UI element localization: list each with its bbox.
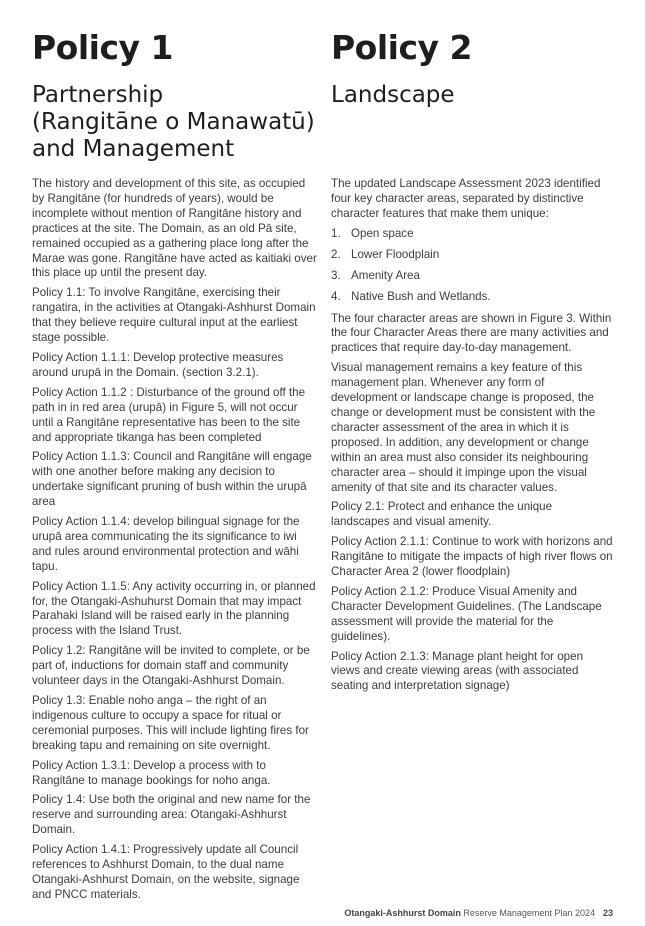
list-number: 2. [331, 247, 341, 261]
paragraph: The updated Landscape Assessment 2023 identified four key character areas, separated by distinctive character features that make them unique: [331, 177, 601, 220]
paragraph: Policy Action 1.1.2 : Disturbance of the ground off the path in in red area (urupā) in Figure 5, will not occur until a Rangitāne representative has been to the site and appropriate tikanga has been completed [32, 385, 306, 444]
paragraph: Policy 1.1: To involve Rangitāne, exercising their rangatira, in the activities at Otangaki-Ashhurst Domain that they believe require cultural input at the earliest stage possible. [32, 286, 316, 345]
policy-1-subtitle-line: and Management [32, 136, 235, 162]
list-text: Lower Floodplain [351, 247, 440, 261]
paragraph: Policy 1.3: Enable noho anga – the right of an indigenous culture to occupy a space for ritual or ceremonial purposes. This will include lighting fires for breaking tapu and remaining on site overnight. [32, 694, 309, 752]
paragraph: The history and development of this site, as occupied by Rangitāne (for hundreds of years), would be incomplete without mention of Rangitāne history and practices at the site. The Domain, as an old Pā site, remained occupied as a gathering place long after the Marae was gone. Rangitāne have acted as kaitiaki over this place up until the present day. [32, 177, 317, 280]
policy-1-subtitle [32, 82, 317, 163]
list-number: 4. [331, 290, 341, 304]
page-footer [344, 908, 613, 918]
paragraph: Policy Action 1.1.3: Council and Rangitāne will engage with one another before making any decision to undertake significant pruning of bush within the urupā area [32, 450, 312, 509]
footer-domain-name: Otangaki-Ashhurst Domain [344, 908, 461, 918]
list-text: Native Bush and Wetlands. [351, 290, 491, 304]
paragraph: Policy Action 1.1.4: develop bilingual signage for the urupā area communicating the its significance to iwi and rules around environmental protection and wāhi tapu. [32, 515, 300, 573]
policy-2-header [331, 28, 613, 109]
list-item [331, 227, 613, 242]
policy-2-body [331, 177, 613, 699]
policy-2-subtitle: Landscape [331, 82, 455, 108]
paragraph: Policy 1.2: Rangitāne will be invited to complete, or be part of, inductions for domain staff and community volunteer days in the Otangaki-Ashhurst Domain. [32, 644, 310, 688]
list-item [331, 290, 613, 305]
paragraph: Policy 2.1: Protect and enhance the unique landscapes and visual amenity. [331, 500, 553, 529]
policy-1-subtitle-line: Partnership [32, 82, 164, 108]
paragraph: Policy Action 1.3.1: Develop a process with to Rangitāne to manage bookings for noho anga. [32, 758, 271, 787]
list-text: Amenity Area [351, 269, 420, 283]
footer-document-title: Reserve Management Plan 2024 [460, 908, 595, 918]
list-item [331, 248, 613, 263]
list-number: 3. [331, 269, 341, 283]
policy-1-subtitle-line: (Rangitāne o Manawatū) [32, 109, 315, 135]
character-areas-list [331, 227, 613, 306]
paragraph: The four character areas are shown in Figure 3. Within the four Character Areas there are many activities and practices that require day-to-day management. [331, 311, 612, 355]
list-text: Open space [351, 226, 414, 240]
paragraph: Policy 1.4: Use both the original and new name for the reserve and surrounding area: Otangaki-Ashhurst Domain. [32, 793, 311, 837]
paragraph: Policy Action 1.1.1: Develop protective measures around urupā in the Domain. (section 3.2.1). [32, 350, 284, 379]
paragraph: Policy Action 2.1.3: Manage plant height for open views and create viewing areas (with associated seating and interpretation signage) [331, 649, 584, 693]
paragraph: Policy Action 1.4.1: Progressively update all Council references to Ashhurst Domain, to the dual name Otangaki-Ashhurst Domain, on the website, signage and PNCC materials. [32, 843, 300, 901]
list-item [331, 269, 613, 284]
policy-1-header [32, 28, 317, 163]
page-number: 23 [602, 908, 613, 918]
paragraph: Policy Action 2.1.1: Continue to work with horizons and Rangitāne to mitigate the impacts of high river flows on Character Area 2 (lower floodplain) [331, 535, 613, 579]
policy-2-title: Policy 2 [331, 28, 473, 67]
paragraph: Visual management remains a key feature of this management plan. Whenever any form of development or landscape change is proposed, the change or development must be consistent with the character assessment of the area in which it is proposed. In addition, any development or change within an area must also consider its neighbouring character area – should it impinge upon the visual amenity of that site and its character values. [331, 361, 596, 494]
policy-1-body [32, 177, 318, 908]
paragraph: Policy Action 1.1.5: Any activity occurring in, or planned for, the Otangaki-Ashuhurst Domain that may impact Parahaki Island will be raised early in the planning process with the Island Trust. [32, 579, 316, 638]
policy-1-title: Policy 1 [32, 28, 174, 67]
paragraph: Policy Action 2.1.2: Produce Visual Amenity and Character Development Guidelines. (The Landscape assessment will provide the material for the guidelines). [331, 584, 602, 643]
list-number: 1. [331, 226, 341, 240]
